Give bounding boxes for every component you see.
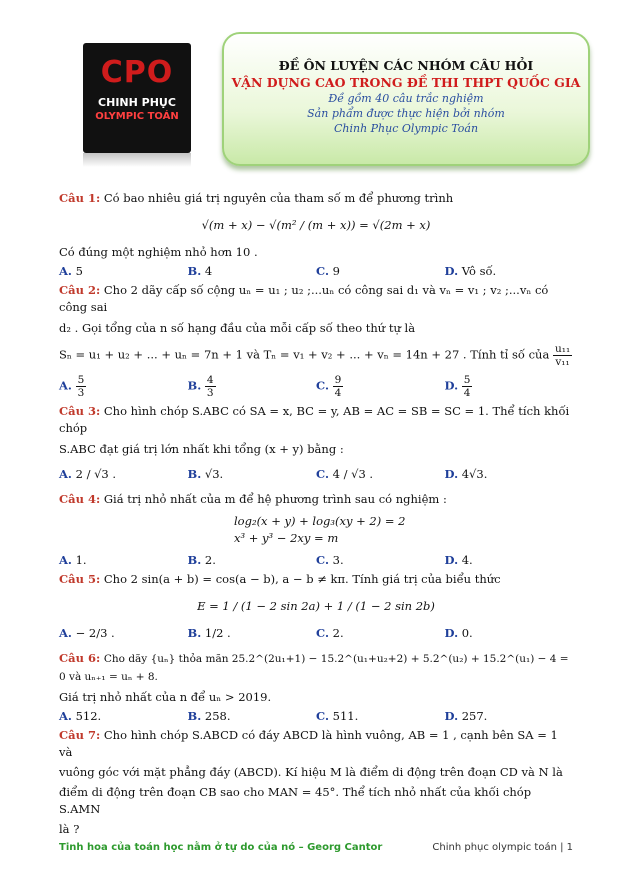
q2-options	[59, 374, 573, 399]
question-5: Câu 5: Cho 2 sin(a + b) = cos(a − b), a − b ≠ kπ. Tính giá trị của biểu thức	[59, 572, 501, 586]
footer-page-number: Chinh phục olympic toán | 1	[432, 842, 573, 853]
q6-option-c[interactable]: C. 511.	[316, 709, 359, 723]
q5-option-b[interactable]: B. 1/2 .	[187, 626, 231, 640]
q6-option-a[interactable]: A. 512.	[59, 709, 102, 723]
q3-option-c[interactable]: C. 4 / √3 .	[316, 467, 374, 481]
q2-option-b[interactable]: B. $\frac{4}{3}$	[187, 374, 214, 399]
q4-option-d[interactable]: D. 4.	[444, 553, 473, 567]
q4-options	[59, 552, 573, 569]
question-list	[59, 190, 573, 838]
q4-option-b[interactable]: B. 2.	[187, 553, 216, 567]
q4-system: log₂(x + y) + log₃(xy + 2) = 2 x³ + y³ − 2xy = m	[234, 514, 406, 545]
logo	[83, 43, 191, 153]
q5-option-c[interactable]: C. 2.	[316, 626, 344, 640]
question-1: Câu 1: Có bao nhiêu giá trị nguyên của tham số m để phương trình	[59, 191, 454, 205]
q4-option-a[interactable]: A. 1.	[59, 553, 87, 567]
banner-title1: ĐỀ ÔN LUYỆN CÁC NHÓM CÂU HỎI	[278, 58, 534, 73]
q3-option-d[interactable]: D. 4√3.	[444, 467, 488, 481]
q6-options	[59, 708, 573, 725]
q2-text3: Sₙ = u₁ + u₂ + ... + uₙ = 7n + 1 và Tₙ = v₁ + v₂ + ... + vₙ = 14n + 27 . Tính tỉ số của $\frac{\text{u₁₁}}{\text{v₁₁}}$	[59, 343, 571, 368]
q2-option-c[interactable]: C. $\frac{9}{4}$	[316, 374, 342, 399]
q1-equation: √(m + x) − √(m² / (m + x)) = √(2m + x)	[201, 218, 431, 232]
q7-text4: là ?	[59, 822, 80, 836]
q1-option-b[interactable]: B. 4	[187, 264, 213, 278]
q5-expression: E = 1 / (1 − 2 sin 2a) + 1 / (1 − 2 sin 2b)	[197, 599, 435, 613]
question-7: Câu 7: Cho hình chóp S.ABCD có đáy ABCD là hình vuông, AB = 1 , cạnh bên SA = 1 và	[59, 728, 558, 759]
q3-options	[59, 466, 573, 483]
q5-option-a[interactable]: A. − 2/3 .	[59, 626, 115, 640]
q2-ratio: $\frac{\text{u₁₁}}{\text{v₁₁}}$	[554, 343, 571, 368]
q1-text2: Có đúng một nghiệm nhỏ hơn 10 .	[59, 245, 258, 259]
question-3: Câu 3: Cho hình chóp S.ABC có SA = x, BC = y, AB = AC = SB = SC = 1. Thể tích khối chóp	[59, 404, 570, 435]
question-6: Câu 6: Cho dãy {uₙ} thỏa mãn 25.2^(2u₁+1) − 15.2^(u₁+u₂+2) + 5.2^(u₂) + 15.2^(u₁) − 4 = 0 và uₙ₊₁ = uₙ + 8.	[59, 651, 569, 683]
q3-option-a[interactable]: A. 2 / √3 .	[59, 467, 117, 481]
q1-options	[59, 263, 573, 280]
q3-text2: S.ABC đạt giá trị lớn nhất khi tổng (x + y) bằng :	[59, 442, 344, 456]
q1-option-c[interactable]: C. 9	[316, 264, 340, 278]
q3-option-b[interactable]: B. √3.	[187, 467, 224, 481]
q6-text2: Giá trị nhỏ nhất của n để uₙ > 2019.	[59, 690, 272, 704]
question-4: Câu 4: Giá trị nhỏ nhất của m để hệ phương trình sau có nghiệm :	[59, 492, 447, 506]
question-2: Câu 2: Cho 2 dãy cấp số cộng uₙ = u₁ ; u₂ ;...uₙ có công sai d₁ và vₙ = v₁ ; v₂ ;...vₙ có công sai	[59, 283, 549, 314]
q4-option-c[interactable]: C. 3.	[316, 553, 344, 567]
q2-option-a[interactable]: A. $\frac{5}{3}$	[59, 374, 85, 399]
q2-option-d[interactable]: D. $\frac{5}{4}$	[444, 374, 471, 399]
logo-mark: CPO	[100, 55, 174, 90]
logo-line1: CHINH PHỤC	[98, 96, 176, 109]
title-banner	[222, 32, 590, 166]
logo-reflection	[83, 153, 191, 167]
banner-title2: VẬN DỤNG CAO TRONG ĐỀ THI THPT QUỐC GIA	[231, 75, 581, 90]
q7-text3: điểm di động trên đoạn CB sao cho MAN = 45°. Thể tích nhỏ nhất của khối chóp S.AMN	[59, 785, 532, 816]
banner-sub3: Chinh Phục Olympic Toán	[333, 122, 479, 135]
q5-options	[59, 625, 573, 642]
q6-option-d[interactable]: D. 257.	[444, 709, 488, 723]
q2-text2: d₂ . Gọi tổng của n số hạng đầu của mỗi cấp số theo thứ tự là	[59, 321, 416, 335]
logo-line2: OLYMPIC TOÁN	[95, 111, 179, 122]
q1-option-d[interactable]: D. Vô số.	[444, 264, 497, 278]
q1-option-a[interactable]: A. 5	[59, 264, 83, 278]
banner-sub1: Đề gồm 40 câu trắc nghiệm	[328, 92, 484, 105]
footer-quote: Tinh hoa của toán học nằm ở tự do của nó – Georg Cantor	[59, 842, 383, 853]
q5-option-d[interactable]: D. 0.	[444, 626, 473, 640]
banner-sub2: Sản phẩm được thực hiện bởi nhóm	[307, 107, 505, 120]
q6-option-b[interactable]: B. 258.	[187, 709, 231, 723]
q7-text2: vuông góc với mặt phẳng đáy (ABCD). Kí hiệu M là điểm di động trên đoạn CD và N là	[59, 765, 563, 779]
